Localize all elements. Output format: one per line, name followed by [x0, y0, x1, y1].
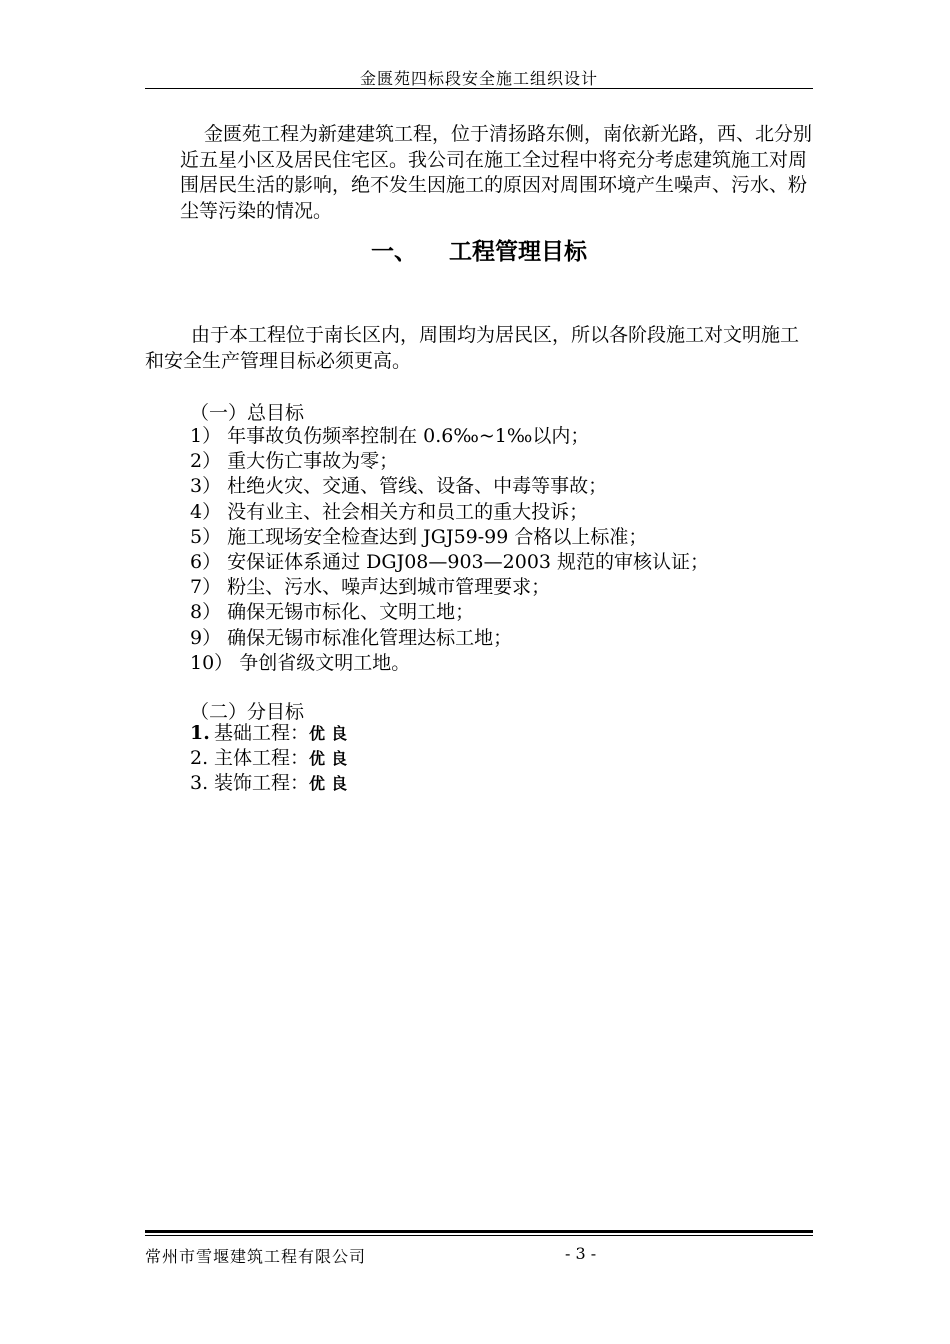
page-header-title: 金匮苑四标段安全施工组织设计 [359, 69, 598, 88]
section-heading-number: 一、 [371, 239, 417, 265]
goal-item: 10） 争创省级文明工地。 [190, 651, 411, 674]
sub-goal-item [190, 746, 353, 771]
sub-goal-item [190, 721, 353, 746]
subsection-title-overall: （一）总目标 [190, 402, 305, 424]
section-heading-title: 工程管理目标 [449, 239, 587, 265]
sub-goal-number: 1. [190, 722, 210, 744]
goal-item: 1） 年事故负伤频率控制在 0.6‰~1‰以内； [190, 425, 590, 447]
footer-rule-thin [145, 1235, 813, 1236]
overall-goals-list [190, 424, 709, 676]
section-heading [145, 233, 813, 266]
sub-goal-label: 装饰工程： [214, 772, 310, 795]
sub-goal-item [190, 771, 353, 796]
header-rule [145, 88, 813, 89]
subsection-title-sub: （二）分目标 [190, 701, 305, 723]
goal-item: 5） 施工现场安全检查达到 JGJ59-99 合格以上标准； [190, 525, 648, 548]
sub-goals-list [190, 721, 353, 797]
goal-item: 2） 重大伤亡事故为零； [190, 450, 399, 473]
sub-goal-number: 3. [190, 772, 209, 795]
goal-item: 6） 安保证体系通过 DGJ08—903—2003 规范的审核认证； [190, 550, 710, 573]
footer-rule-thick [145, 1230, 813, 1233]
goal-item: 8） 确保无锡市标化、文明工地； [190, 601, 475, 624]
sub-goal-label: 基础工程： [214, 722, 310, 744]
sub-goal-label: 主体工程： [214, 747, 310, 770]
goal-item: 9） 确保无锡市标准化管理达标工地； [190, 626, 513, 649]
goal-item: 3） 杜绝火灾、交通、管线、设备、中毒等事故； [190, 475, 608, 498]
intro-paragraph: 金匮苑工程为新建建筑工程，位于清扬路东侧，南依新光路，西、北分别近五星小区及居民住宅区。我公司在施工全过程中将充分考虑建筑施工对周围居民生活的影响，绝不发生因施工的原因对周围环境产生噪声、污水、粉尘等污染的情况。 [180, 123, 813, 222]
goal-item: 7） 粉尘、污水、噪声达到城市管理要求； [190, 576, 551, 599]
body-paragraph: 由于本工程位于南长区内，周围均为居民区，所以各阶段施工对文明施工和安全生产管理目标必须更高。 [145, 324, 800, 372]
sub-goal-grade: 优良 [309, 724, 354, 743]
goal-item: 4） 没有业主、社会相关方和员工的重大投诉； [190, 500, 589, 523]
sub-goal-grade: 优良 [309, 774, 354, 794]
sub-goal-grade: 优良 [309, 749, 354, 769]
footer-company-name: 常州市雪堰建筑工程有限公司 [145, 1247, 367, 1266]
page-number: - 3 - [565, 1244, 597, 1263]
sub-goal-number: 2. [190, 747, 209, 770]
